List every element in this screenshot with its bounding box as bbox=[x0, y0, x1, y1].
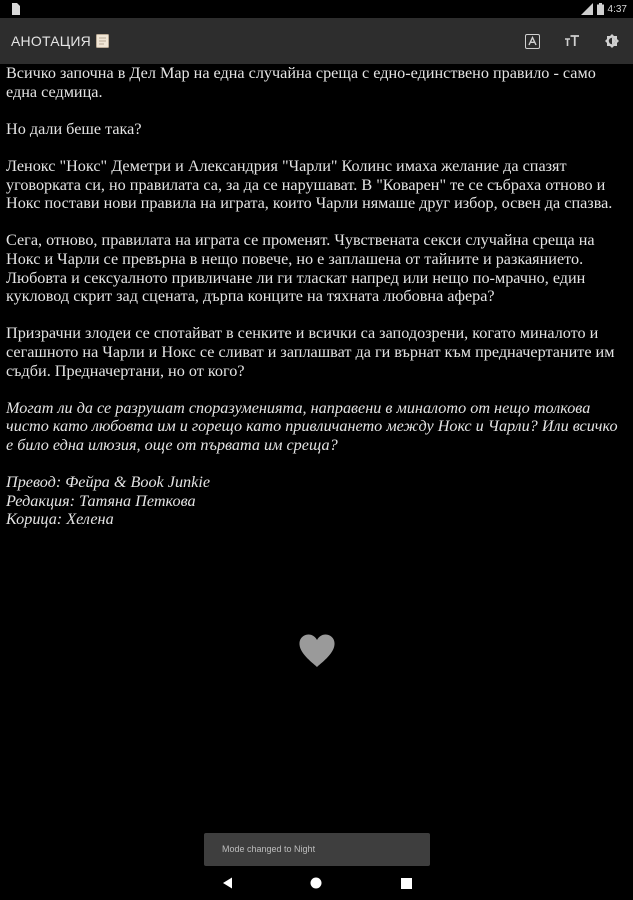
back-button[interactable] bbox=[219, 875, 235, 891]
book-icon bbox=[96, 34, 109, 48]
app-toolbar bbox=[0, 18, 633, 64]
paragraph: Призрачни злодеи се спотайват в сенките и всички са заподозрени, когато миналото и сегашното на Чарли и Нокс се сливат и заплашват да ги върнат към предначертаните им съдби. Предначертани, но от кого? bbox=[6, 324, 615, 380]
font-size-icon bbox=[564, 34, 580, 48]
status-time: 4:37 bbox=[607, 3, 627, 15]
back-icon bbox=[222, 877, 233, 889]
navigation-bar bbox=[0, 866, 633, 900]
translate-icon bbox=[525, 34, 540, 49]
brightness-button[interactable] bbox=[601, 30, 623, 52]
toolbar-actions bbox=[521, 30, 623, 52]
paragraph: Сега, отново, правилата на играта се променят. Чувствената секси случайна среща на Нокс и Чарли се превърна в нещо повече, но е заплашена от тайните и разкаянието. Любовта и сексуалното привличане ли ги тласкат напред или нещо по-мрачно, един кукловод скрит зад сцената, дърпа конците на тяхната любовна афера? bbox=[6, 231, 595, 306]
notification-icon bbox=[10, 3, 20, 15]
paragraph: Всичко започна в Дел Мар на една случайна среща с едно-единствено правило - само една седмица. bbox=[6, 64, 596, 101]
credit-line: Превод: Фейра & Book Junkie bbox=[6, 473, 211, 492]
heart-icon[interactable] bbox=[298, 634, 336, 668]
annotation-text bbox=[6, 64, 626, 529]
credit-line: Редакция: Татяна Петкова bbox=[6, 491, 196, 510]
paragraph: Ленокс "Нокс" Деметри и Александрия "Чарли" Колинс имаха желание да спазят уговорката си, но правилата са, за да се нарушават. В "Коварен" те се събраха отново и Нокс постави нови правила на играта, които Чарли нямаше друг избор, освен да спазва. bbox=[6, 156, 613, 213]
paragraph: Могат ли да се разрушат споразуменията, направени в миналото от нещо толкова чисто като любовта им и горещо като привличането между Нокс и Чарли? Или всичко е било една илюзия, още от първата им среща? bbox=[6, 398, 618, 454]
home-icon bbox=[310, 877, 322, 889]
toolbar-title bbox=[11, 33, 109, 49]
credit-line: Корица: Хелена bbox=[6, 510, 114, 529]
battery-icon bbox=[597, 3, 604, 15]
page-title: АНОТАЦИЯ bbox=[11, 33, 91, 49]
recents-button[interactable] bbox=[398, 875, 414, 891]
recents-icon bbox=[401, 878, 412, 889]
status-bar bbox=[0, 0, 633, 18]
translate-button[interactable] bbox=[521, 30, 543, 52]
signal-icon bbox=[581, 3, 593, 15]
home-button[interactable] bbox=[308, 875, 324, 891]
font-size-button[interactable] bbox=[561, 30, 583, 52]
credits bbox=[6, 473, 626, 529]
brightness-icon bbox=[604, 33, 620, 49]
paragraph: Но дали беше така? bbox=[6, 119, 142, 138]
toast-text: Mode changed to Night bbox=[222, 844, 316, 854]
toast-message bbox=[204, 833, 430, 866]
